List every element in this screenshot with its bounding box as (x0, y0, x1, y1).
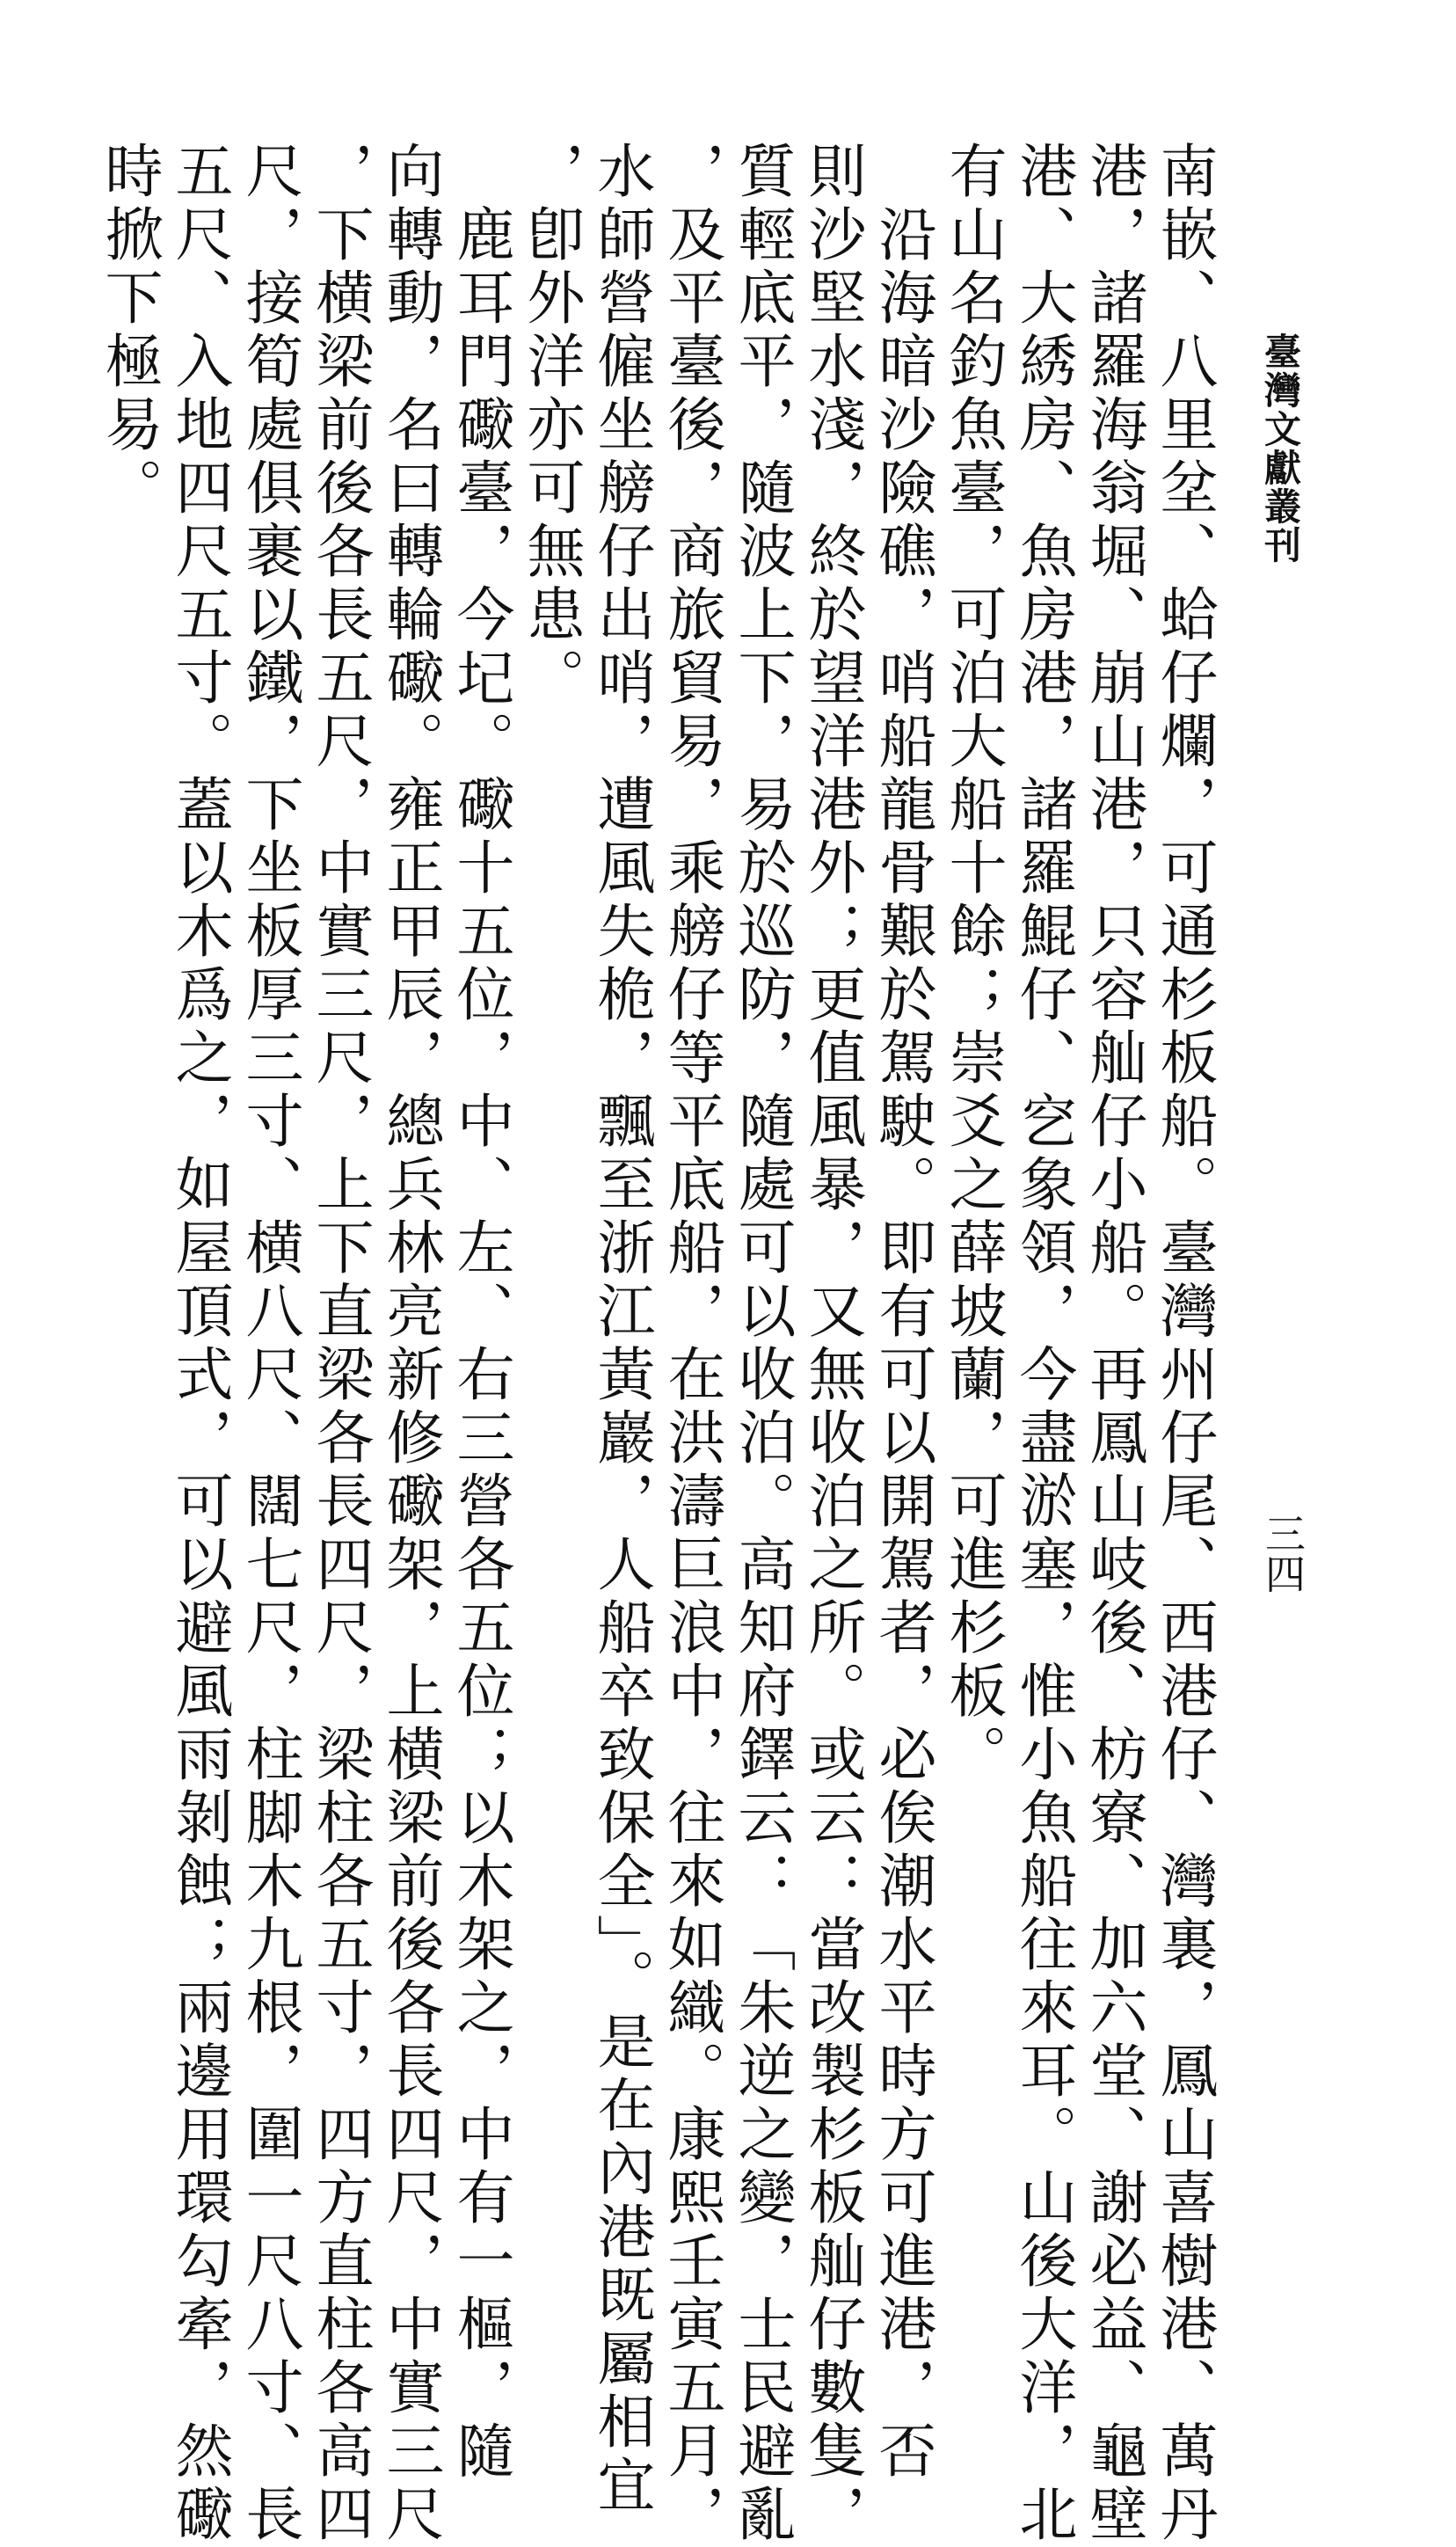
text-column: 南嵌、八里坌、蛤仔爛，可通杉板船。臺灣州仔尾、西港仔、灣裏，鳳山喜樹港、萬丹 (1150, 141, 1218, 2547)
running-header-title: 臺灣文獻叢刊 (1259, 332, 1302, 565)
text-column: ，下横梁前後各長五尺，中實三尺，上下直梁各長四尺，梁柱各五寸，四方直柱各高四 (306, 141, 374, 2547)
text-column: 五尺、入地四尺五寸。蓋以木爲之，如屋頂式，可以避風雨剝蝕；兩邊用環勾牽，然礮 (165, 141, 233, 2547)
page-number: 三四 (1259, 1513, 1307, 1594)
text-column: 沿海暗沙險礁，哨船龍骨艱於駕駛。即有可以開駕者，必俟潮水平時方可進港，否 (869, 141, 936, 2484)
text-column: ，及平臺後，商旅貿易，乘艕仔等平底船，在洪濤巨浪中，往來如織。康熙壬寅五月， (658, 141, 725, 2547)
text-column: 港，諸羅海翁堀、崩山港，只容舢仔小船。再鳳山岐後、枋寮、加六堂、謝必益、龜壁 (1080, 141, 1147, 2547)
text-column: ，卽外洋亦可無患。 (517, 141, 585, 711)
text-column: 鹿耳門礮臺，今圮。礮十五位，中、左、右三營各五位；以木架之，中有一樞，隨 (447, 141, 514, 2484)
text-column: 時掀下極易。 (95, 141, 163, 521)
text-column: 向轉動，名曰轉輪礮。雍正甲辰，總兵林亮新修礮架，上横梁前後各長四尺，中實三尺 (376, 141, 444, 2547)
text-column: 水師營僱坐艕仔出哨，遭風失桅，飄至浙江黃巖，人船卒致保全」。是在內港既屬相宜 (587, 141, 655, 2518)
text-column: 港、大綉房、魚房港，諸羅鯤仔、穵象領，今盡淤塞，惟小魚船往來耳。山後大洋，北 (1009, 141, 1077, 2547)
text-column: 質輕底平，隨波上下，易於巡防，隨處可以收泊。高知府鐸云：「朱逆之變，士民避亂 (728, 141, 796, 2547)
text-column: 有山名釣魚臺，可泊大船十餘；崇爻之薛坡蘭，可進杉板。 (939, 141, 1007, 1787)
text-column: 尺，接筍處俱裹以鐵，下坐板厚三寸、横八尺、闊七尺，柱脚木九根，圍一尺八寸、長 (236, 141, 303, 2547)
text-column: 則沙堅水淺，終於望洋港外；更值風暴，又無收泊之所。或云：當改製杉板舢仔數隻， (798, 141, 866, 2547)
